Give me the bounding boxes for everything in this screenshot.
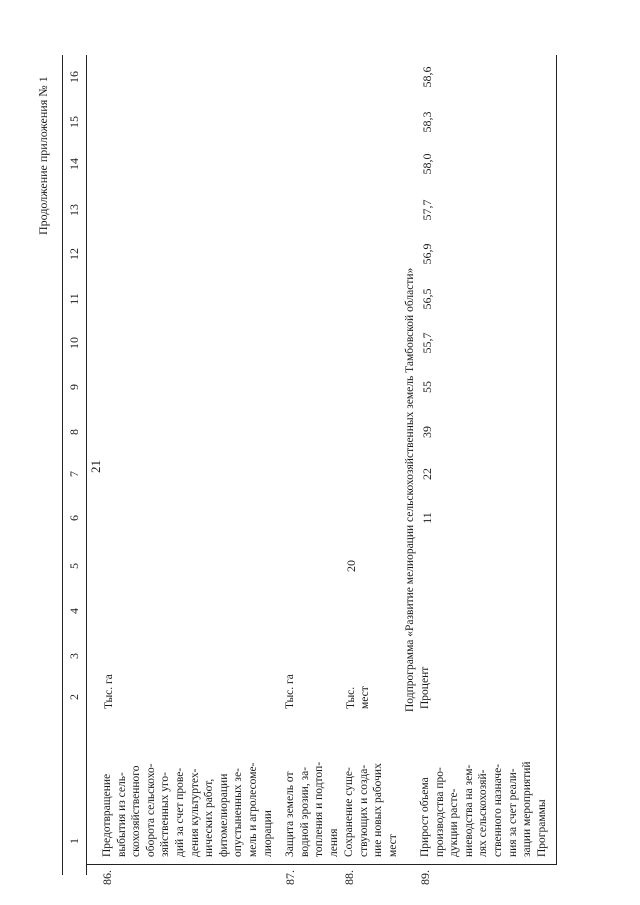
- indicator-name: [342, 731, 400, 857]
- subprogram-heading: Подпрограмма «Развитие мелиорации сельскохозяйственных земель Тамбовской области»: [404, 267, 416, 712]
- column-number: 5: [67, 563, 81, 569]
- column-number: 1: [67, 838, 81, 844]
- table-bottom-rule: [556, 55, 557, 865]
- column-number: 16: [67, 71, 81, 83]
- value-cell: 56,5: [420, 288, 434, 310]
- unit-line: Тыс.: [345, 686, 357, 709]
- indicator-name-line: лях сельскохозяй-: [477, 769, 490, 857]
- column-number: 2: [67, 694, 81, 700]
- indicator-name-line: Предотвращение: [101, 773, 113, 857]
- value-cell: 20: [344, 560, 358, 572]
- indicator-name-line: мест: [386, 834, 399, 857]
- table-top-rule: [62, 55, 63, 875]
- value-cell: 55: [420, 381, 434, 393]
- column-number: 7: [67, 471, 81, 477]
- value-cell: 22: [420, 468, 434, 480]
- column-number: 8: [67, 429, 81, 435]
- indicator-name: [418, 731, 549, 857]
- indicator-name-line: дения культуртех-: [188, 768, 201, 857]
- indicator-name-line: водной эрозии, за-: [298, 766, 311, 857]
- column-number: 4: [67, 608, 81, 614]
- value-cell: 57,7: [420, 199, 434, 221]
- indicator-name: [100, 731, 275, 857]
- indicator-name-line: Сохранение суще-: [343, 767, 355, 857]
- indicator-name-line: топления и подтоп-: [313, 761, 326, 857]
- indicator-name-line: Прирост объема: [419, 777, 431, 857]
- indicator-name-line: дукции расте-: [448, 788, 461, 857]
- indicator-name-line: оборота сельскохо-: [144, 763, 157, 857]
- indicator-name-line: ствующих и созда-: [357, 764, 370, 857]
- indicator-name-line: ниеводства на зем-: [462, 764, 475, 857]
- indicator-name-line: дий за счет прове-: [173, 767, 186, 857]
- row-number: 86.: [100, 870, 114, 885]
- indicator-name-line: выбытия из сель-: [115, 772, 128, 857]
- column-number: 9: [67, 384, 81, 390]
- indicator-name-line: зяйственных уго-: [159, 771, 172, 857]
- indicator-name-line: производства про-: [433, 767, 446, 857]
- table-left-rule: [86, 864, 556, 865]
- unit-line: мест: [359, 686, 372, 709]
- column-number: 6: [67, 515, 81, 521]
- unit-of-measure: [283, 674, 297, 709]
- column-number: 14: [67, 158, 81, 170]
- unit-of-measure: [344, 686, 373, 709]
- indicator-name-line: зации мероприятий: [521, 761, 534, 857]
- indicator-name-line: лиорации: [261, 810, 274, 857]
- value-cell: 56,9: [420, 243, 434, 265]
- value-cell: 58,0: [420, 153, 434, 175]
- indicator-name-line: скохозяйственного: [130, 765, 143, 857]
- column-number: 10: [67, 337, 81, 349]
- indicator-name-line: ления: [327, 828, 340, 857]
- indicator-name-line: Программы: [535, 799, 548, 857]
- table-header-rule: [86, 55, 87, 875]
- row-number: 88.: [342, 870, 356, 885]
- unit-line: Тыс. га: [284, 674, 296, 709]
- row-number: 87.: [283, 870, 297, 885]
- column-number: 15: [67, 116, 81, 128]
- continuation-header: Продолжение приложения № 1: [36, 76, 50, 235]
- indicator-name-line: мель и агролесоме-: [246, 762, 259, 857]
- value-cell: 11: [420, 512, 434, 524]
- indicator-name-line: Защита земель от: [284, 771, 296, 857]
- indicator-name-line: фитомелиорации: [217, 773, 230, 857]
- unit-line: Тыс. га: [103, 674, 115, 709]
- indicator-name-line: опустыненных зе-: [232, 768, 245, 857]
- indicator-name-line: нических работ,: [203, 778, 216, 857]
- indicator-name: [283, 731, 341, 857]
- value-cell: 58,3: [420, 111, 434, 133]
- column-number: 12: [67, 248, 81, 260]
- value-cell: 58,6: [420, 66, 434, 88]
- indicator-name-line: ние новых рабочих: [372, 763, 385, 857]
- value-cell: 39: [420, 426, 434, 438]
- page-number: 21: [88, 460, 103, 473]
- unit-of-measure: [418, 667, 432, 709]
- value-cell: 55,7: [420, 332, 434, 354]
- unit-line: Процент: [419, 666, 431, 709]
- column-number: 11: [67, 293, 81, 305]
- unit-of-measure: [102, 674, 116, 709]
- column-number: 3: [67, 653, 81, 659]
- column-number: 13: [67, 204, 81, 216]
- row-number: 89.: [418, 870, 432, 885]
- indicator-name-line: ственного назначе-: [491, 763, 504, 857]
- indicator-name-line: ния за счет реали-: [506, 768, 519, 857]
